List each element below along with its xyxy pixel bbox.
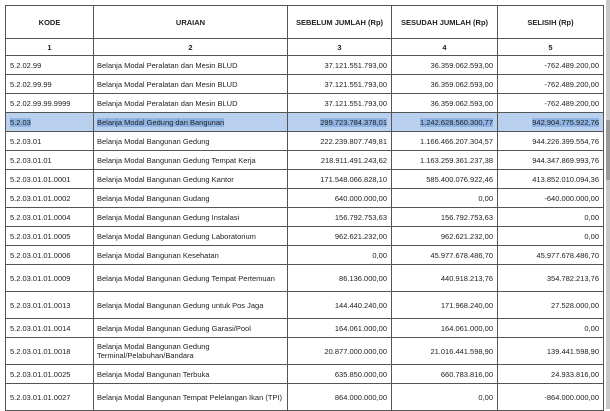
cell-uraian xyxy=(94,319,288,338)
cell-sebelum xyxy=(288,384,392,411)
cell-selisih xyxy=(498,384,604,411)
column-number: 5 xyxy=(498,39,604,56)
cell-sesudah-text: 0,00 xyxy=(478,392,493,402)
cell-kode-text: 5.2.03.01.01.0006 xyxy=(10,250,71,260)
cell-sesudah-text: 660.783.816,00 xyxy=(440,369,493,379)
cell-kode xyxy=(6,265,94,292)
cell-sebelum-text: 962.621.232,00 xyxy=(334,231,387,241)
cell-sesudah-text: 36.359.062.593,00 xyxy=(430,79,493,89)
cell-uraian-text: Belanja Modal Bangunan Gedung Tempat Kerja xyxy=(97,155,256,165)
cell-sebelum xyxy=(288,94,392,113)
cell-sesudah-text: 21.016.441.598,90 xyxy=(430,346,493,356)
cell-sesudah-text: 440.918.213,76 xyxy=(440,273,493,283)
cell-selisih xyxy=(498,151,604,170)
cell-kode xyxy=(6,170,94,189)
cell-selisih-text: 27.528.000,00 xyxy=(551,300,599,310)
cell-sesudah-text: 164.061.000,00 xyxy=(440,323,493,333)
table-row xyxy=(6,208,604,227)
cell-selisih-text: 944.226.399.554,76 xyxy=(532,136,599,146)
table-row xyxy=(6,227,604,246)
cell-selisih-text: 413.852.010.094,36 xyxy=(532,174,599,184)
cell-uraian-text: Belanja Modal Bangunan Gedung Laboratorium xyxy=(97,231,256,241)
cell-selisih-text: 24.933.816,00 xyxy=(551,369,599,379)
cell-sebelum xyxy=(288,75,392,94)
cell-sesudah-text: 171.968.240,00 xyxy=(440,300,493,310)
cell-uraian xyxy=(94,56,288,75)
cell-uraian-text: Belanja Modal Bangunan Terbuka xyxy=(97,369,210,379)
cell-kode-text: 5.2.03.01.01 xyxy=(10,155,52,165)
budget-table xyxy=(5,5,604,411)
cell-selisih-text: 0,00 xyxy=(584,323,599,333)
cell-selisih-text: 944.347.869.993,76 xyxy=(532,155,599,165)
cell-sesudah xyxy=(392,338,498,365)
cell-selisih-text: 0,00 xyxy=(584,231,599,241)
cell-uraian-text: Belanja Modal Gedung dan Bangunan xyxy=(97,117,225,127)
cell-kode xyxy=(6,113,94,132)
cell-selisih xyxy=(498,265,604,292)
cell-kode xyxy=(6,75,94,94)
cell-kode-text: 5.2.03.01.01.0005 xyxy=(10,231,71,241)
cell-sebelum xyxy=(288,292,392,319)
cell-sebelum xyxy=(288,170,392,189)
cell-kode xyxy=(6,338,94,365)
cell-uraian-text: Belanja Modal Bangunan Gedung Instalasi xyxy=(97,212,240,222)
cell-sebelum-text: 86.136.000,00 xyxy=(339,273,387,283)
cell-sebelum-text: 864.000.000,00 xyxy=(334,392,387,402)
cell-selisih xyxy=(498,75,604,94)
cell-uraian-text: Belanja Modal Bangunan Gedung Terminal/Pelabuhan/Bandara xyxy=(97,342,210,360)
header-sebelum xyxy=(288,6,392,39)
table-row xyxy=(6,265,604,292)
header-row xyxy=(6,6,604,39)
cell-selisih xyxy=(498,365,604,384)
cell-sesudah xyxy=(392,319,498,338)
cell-uraian-text: Belanja Modal Peralatan dan Mesin BLUD xyxy=(97,79,238,89)
cell-uraian xyxy=(94,384,288,411)
cell-selisih-text: 942.904.775.922,76 xyxy=(532,117,599,127)
cell-selisih xyxy=(498,292,604,319)
cell-selisih xyxy=(498,246,604,265)
header-selisih: SELISIH (Rp) xyxy=(498,6,604,39)
cell-sebelum-text: 0,00 xyxy=(372,250,387,260)
cell-uraian xyxy=(94,94,288,113)
cell-selisih xyxy=(498,170,604,189)
table-row xyxy=(6,170,604,189)
cell-kode-text: 5.2.02.99.99.9999 xyxy=(10,98,71,108)
cell-sesudah-text: 36.359.062.593,00 xyxy=(430,98,493,108)
table-row xyxy=(6,246,604,265)
cell-sesudah xyxy=(392,246,498,265)
cell-kode-text: 5.2.03.01 xyxy=(10,136,42,146)
cell-kode-text: 5.2.03.01.01.0002 xyxy=(10,193,71,203)
cell-sesudah xyxy=(392,265,498,292)
cell-sesudah-text: 36.359.062.593,00 xyxy=(430,60,493,70)
cell-selisih-text: 354.782.213,76 xyxy=(546,273,599,283)
cell-selisih xyxy=(498,94,604,113)
cell-selisih-text: 45.977.678.486,70 xyxy=(536,250,599,260)
table-row xyxy=(6,384,604,411)
cell-selisih xyxy=(498,132,604,151)
cell-sesudah xyxy=(392,365,498,384)
cell-sesudah-text: 0,00 xyxy=(478,193,493,203)
cell-sesudah xyxy=(392,227,498,246)
cell-sebelum-text: 164.061.000,00 xyxy=(334,323,387,333)
table-row xyxy=(6,365,604,384)
cell-uraian xyxy=(94,132,288,151)
cell-kode xyxy=(6,56,94,75)
cell-kode xyxy=(6,292,94,319)
cell-sebelum xyxy=(288,56,392,75)
cell-uraian xyxy=(94,292,288,319)
cell-selisih-text: 0,00 xyxy=(584,212,599,222)
cell-uraian xyxy=(94,338,288,365)
cell-sesudah xyxy=(392,56,498,75)
header-sebelum-label: SEBELUM JUMLAH (Rp) xyxy=(295,17,384,27)
table-row xyxy=(6,75,604,94)
column-number-row xyxy=(6,39,604,56)
cell-kode-text: 5.2.03.01.01.0014 xyxy=(10,323,71,333)
table-body xyxy=(6,56,604,411)
cell-sesudah xyxy=(392,94,498,113)
cell-uraian-text: Belanja Modal Bangunan Gedung untuk Pos Jaga xyxy=(97,300,264,310)
cell-kode-text: 5.2.03.01.01.0018 xyxy=(10,346,71,356)
column-number: 2 xyxy=(94,39,288,56)
cell-sebelum xyxy=(288,208,392,227)
table-row xyxy=(6,151,604,170)
cell-kode-text: 5.2.03.01.01.0027 xyxy=(10,392,71,402)
header-uraian: URAIAN xyxy=(94,6,288,39)
cell-sebelum-text: 156.792.753,63 xyxy=(334,212,387,222)
cell-uraian-text: Belanja Modal Peralatan dan Mesin BLUD xyxy=(97,98,238,108)
table-row xyxy=(6,113,604,132)
header-sesudah xyxy=(392,6,498,39)
cell-kode xyxy=(6,151,94,170)
cell-sebelum xyxy=(288,265,392,292)
cell-sebelum xyxy=(288,189,392,208)
cell-uraian xyxy=(94,208,288,227)
cell-kode-text: 5.2.02.99 xyxy=(10,60,42,70)
cell-selisih-text: -640.000.000,00 xyxy=(544,193,599,203)
cell-uraian xyxy=(94,246,288,265)
cell-kode xyxy=(6,132,94,151)
cell-uraian-text: Belanja Modal Peralatan dan Mesin BLUD xyxy=(97,60,238,70)
scrollbar[interactable] xyxy=(606,0,610,409)
header-sesudah-label: SESUDAH JUMLAH (Rp) xyxy=(400,17,489,27)
cell-sebelum xyxy=(288,246,392,265)
cell-kode xyxy=(6,227,94,246)
cell-kode xyxy=(6,365,94,384)
table-row xyxy=(6,292,604,319)
cell-sebelum-text: 37.121.551.793,00 xyxy=(324,98,387,108)
cell-sebelum-text: 144.440.240,00 xyxy=(334,300,387,310)
cell-selisih xyxy=(498,208,604,227)
cell-selisih xyxy=(498,113,604,132)
cell-sesudah-text: 1.166.466.207.304,57 xyxy=(420,136,493,146)
cell-kode-text: 5.2.02.99.99 xyxy=(10,79,52,89)
cell-kode xyxy=(6,384,94,411)
cell-uraian xyxy=(94,227,288,246)
cell-kode xyxy=(6,94,94,113)
table-row xyxy=(6,94,604,113)
cell-uraian xyxy=(94,75,288,94)
cell-sebelum-text: 640.000.000,00 xyxy=(334,193,387,203)
cell-sesudah-text: 1.163.259.361.237,38 xyxy=(420,155,493,165)
cell-uraian-text: Belanja Modal Bangunan Gudang xyxy=(97,193,210,203)
cell-kode xyxy=(6,319,94,338)
cell-selisih xyxy=(498,189,604,208)
cell-sebelum xyxy=(288,132,392,151)
cell-sebelum xyxy=(288,113,392,132)
cell-sebelum-text: 37.121.551.793,00 xyxy=(324,60,387,70)
cell-sebelum-text: 222.239.807.749,81 xyxy=(320,136,387,146)
cell-selisih-text: -762.489.200,00 xyxy=(544,79,599,89)
cell-sesudah xyxy=(392,170,498,189)
cell-sesudah-text: 962.621.232,00 xyxy=(440,231,493,241)
cell-uraian-text: Belanja Modal Bangunan Tempat Pelelangan Ikan (TPI) xyxy=(97,392,282,402)
cell-sesudah-text: 585.400.076.922,46 xyxy=(426,174,493,184)
table-row xyxy=(6,338,604,365)
cell-selisih-text: -762.489.200,00 xyxy=(544,60,599,70)
cell-uraian-text: Belanja Modal Bangunan Kesehatan xyxy=(97,250,219,260)
cell-sebelum xyxy=(288,319,392,338)
cell-uraian xyxy=(94,189,288,208)
cell-kode-text: 5.2.03.01.01.0001 xyxy=(10,174,71,184)
cell-sebelum xyxy=(288,151,392,170)
cell-sebelum xyxy=(288,227,392,246)
column-number: 4 xyxy=(392,39,498,56)
cell-selisih xyxy=(498,338,604,365)
cell-kode xyxy=(6,208,94,227)
cell-sebelum-text: 37.121.551.793,00 xyxy=(324,79,387,89)
cell-uraian-text: Belanja Modal Bangunan Gedung Kantor xyxy=(97,174,234,184)
cell-sebelum-text: 171.548.066.828,10 xyxy=(320,174,387,184)
cell-sebelum-text: 635.850.000,00 xyxy=(334,369,387,379)
cell-sesudah xyxy=(392,208,498,227)
table-row xyxy=(6,189,604,208)
cell-sesudah-text: 45.977.678.486,70 xyxy=(430,250,493,260)
cell-sesudah xyxy=(392,292,498,319)
cell-selisih-text: -762.489.200,00 xyxy=(544,98,599,108)
cell-selisih xyxy=(498,56,604,75)
cell-kode-text: 5.2.03.01.01.0004 xyxy=(10,212,71,222)
cell-uraian xyxy=(94,365,288,384)
cell-sesudah xyxy=(392,75,498,94)
cell-kode-text: 5.2.03 xyxy=(10,117,31,127)
cell-uraian-text: Belanja Modal Bangunan Gedung xyxy=(97,136,210,146)
cell-uraian-text: Belanja Modal Bangunan Gedung Tempat Pertemuan xyxy=(97,273,275,283)
cell-uraian-text: Belanja Modal Bangunan Gedung Garasi/Pool xyxy=(97,323,251,333)
column-number: 1 xyxy=(6,39,94,56)
cell-sebelum-text: 299.723.784.378,01 xyxy=(320,117,387,127)
table-row xyxy=(6,132,604,151)
table-row xyxy=(6,56,604,75)
cell-selisih-text: 139.441.598,90 xyxy=(546,346,599,356)
cell-kode xyxy=(6,246,94,265)
cell-uraian xyxy=(94,170,288,189)
cell-sesudah xyxy=(392,189,498,208)
cell-kode-text: 5.2.03.01.01.0009 xyxy=(10,273,71,283)
cell-sesudah-text: 156.792.753,63 xyxy=(440,212,493,222)
cell-sesudah xyxy=(392,384,498,411)
header-kode: KODE xyxy=(6,6,94,39)
cell-selisih-text: -864.000.000,00 xyxy=(544,392,599,402)
cell-sesudah xyxy=(392,132,498,151)
cell-sebelum xyxy=(288,365,392,384)
table-row xyxy=(6,319,604,338)
cell-sesudah xyxy=(392,113,498,132)
cell-sesudah xyxy=(392,151,498,170)
cell-sebelum-text: 218.911.491.243,62 xyxy=(320,155,387,165)
cell-kode-text: 5.2.03.01.01.0013 xyxy=(10,300,71,310)
cell-uraian xyxy=(94,113,288,132)
cell-sebelum xyxy=(288,338,392,365)
cell-uraian xyxy=(94,151,288,170)
cell-uraian xyxy=(94,265,288,292)
cell-sesudah-text: 1.242.628.560.300,77 xyxy=(420,117,493,127)
column-number: 3 xyxy=(288,39,392,56)
cell-sebelum-text: 20.877.000.000,00 xyxy=(324,346,387,356)
cell-selisih xyxy=(498,227,604,246)
cell-kode xyxy=(6,189,94,208)
cell-selisih xyxy=(498,319,604,338)
cell-kode-text: 5.2.03.01.01.0025 xyxy=(10,369,71,379)
